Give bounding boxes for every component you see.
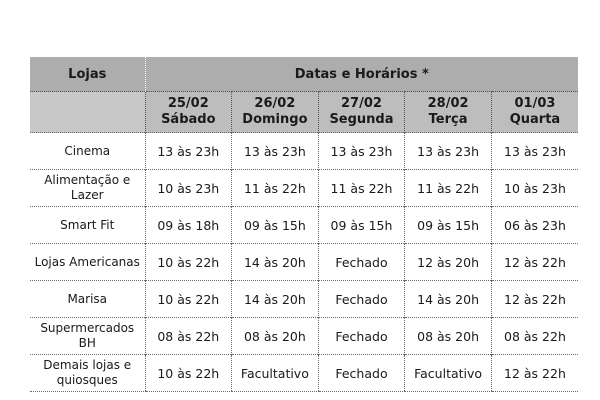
- hours-cell: 09 às 15h: [318, 207, 405, 244]
- table-row: [30, 133, 578, 170]
- day-header: [405, 92, 492, 133]
- day-date: 01/03: [514, 96, 556, 111]
- hours-cell: 10 às 22h: [145, 355, 232, 392]
- day-header: [232, 92, 319, 133]
- days-row: [30, 92, 578, 133]
- store-name: Smart Fit: [30, 207, 145, 244]
- day-header: [145, 92, 232, 133]
- hours-cell: 10 às 23h: [145, 170, 232, 207]
- header-datas: Datas e Horários *: [145, 57, 578, 92]
- hours-cell: Fechado: [318, 281, 405, 318]
- hours-cell: 11 às 22h: [232, 170, 319, 207]
- store-name: Supermercados BH: [30, 318, 145, 355]
- table-row: [30, 355, 578, 392]
- table-row: [30, 244, 578, 281]
- hours-cell: 09 às 15h: [232, 207, 319, 244]
- hours-cell: 11 às 22h: [318, 170, 405, 207]
- hours-cell: 14 às 20h: [405, 281, 492, 318]
- hours-cell: 08 às 22h: [145, 318, 232, 355]
- hours-cell: 12 às 22h: [491, 281, 578, 318]
- store-name: Cinema: [30, 133, 145, 170]
- hours-cell: 13 às 23h: [145, 133, 232, 170]
- hours-cell: Fechado: [318, 318, 405, 355]
- hours-cell: 12 às 22h: [491, 355, 578, 392]
- hours-cell: Fechado: [318, 355, 405, 392]
- hours-cell: 08 às 20h: [405, 318, 492, 355]
- day-weekday: Domingo: [242, 112, 308, 127]
- day-weekday: Terça: [428, 112, 468, 127]
- table-row: [30, 318, 578, 355]
- hours-cell: 11 às 22h: [405, 170, 492, 207]
- hours-cell: 14 às 20h: [232, 281, 319, 318]
- day-weekday: Quarta: [509, 112, 561, 127]
- table-row: [30, 170, 578, 207]
- hours-cell: 10 às 22h: [145, 244, 232, 281]
- day-weekday: Sábado: [161, 112, 216, 127]
- table-row: [30, 207, 578, 244]
- header-row: [30, 57, 578, 92]
- store-name: Lojas Americanas: [30, 244, 145, 281]
- schedule-table-container: [30, 57, 578, 392]
- hours-cell: 13 às 23h: [491, 133, 578, 170]
- day-header: [491, 92, 578, 133]
- store-name: Demais lojas e quiosques: [30, 355, 145, 392]
- hours-cell: Fechado: [318, 244, 405, 281]
- hours-cell: 14 às 20h: [232, 244, 319, 281]
- hours-cell: 08 às 22h: [491, 318, 578, 355]
- hours-cell: 13 às 23h: [232, 133, 319, 170]
- hours-cell: 12 às 22h: [491, 244, 578, 281]
- table-row: [30, 281, 578, 318]
- hours-cell: Facultativo: [232, 355, 319, 392]
- hours-cell: 09 às 15h: [405, 207, 492, 244]
- day-weekday: Segunda: [329, 112, 394, 127]
- store-name: Marisa: [30, 281, 145, 318]
- hours-cell: 09 às 18h: [145, 207, 232, 244]
- hours-cell: 08 às 20h: [232, 318, 319, 355]
- hours-cell: 12 às 20h: [405, 244, 492, 281]
- hours-cell: Facultativo: [405, 355, 492, 392]
- hours-cell: 13 às 23h: [318, 133, 405, 170]
- day-date: 27/02: [341, 96, 382, 111]
- day-date: 25/02: [167, 96, 209, 111]
- header-lojas: Lojas: [30, 57, 145, 92]
- day-date: 28/02: [427, 96, 469, 111]
- day-header: [318, 92, 405, 133]
- schedule-table: [30, 57, 578, 392]
- hours-cell: 13 às 23h: [405, 133, 492, 170]
- days-blank-cell: [30, 92, 145, 133]
- hours-cell: 10 às 22h: [145, 281, 232, 318]
- store-name: Alimentação e Lazer: [30, 170, 145, 207]
- hours-cell: 06 às 23h: [491, 207, 578, 244]
- day-date: 26/02: [254, 96, 296, 111]
- hours-cell: 10 às 23h: [491, 170, 578, 207]
